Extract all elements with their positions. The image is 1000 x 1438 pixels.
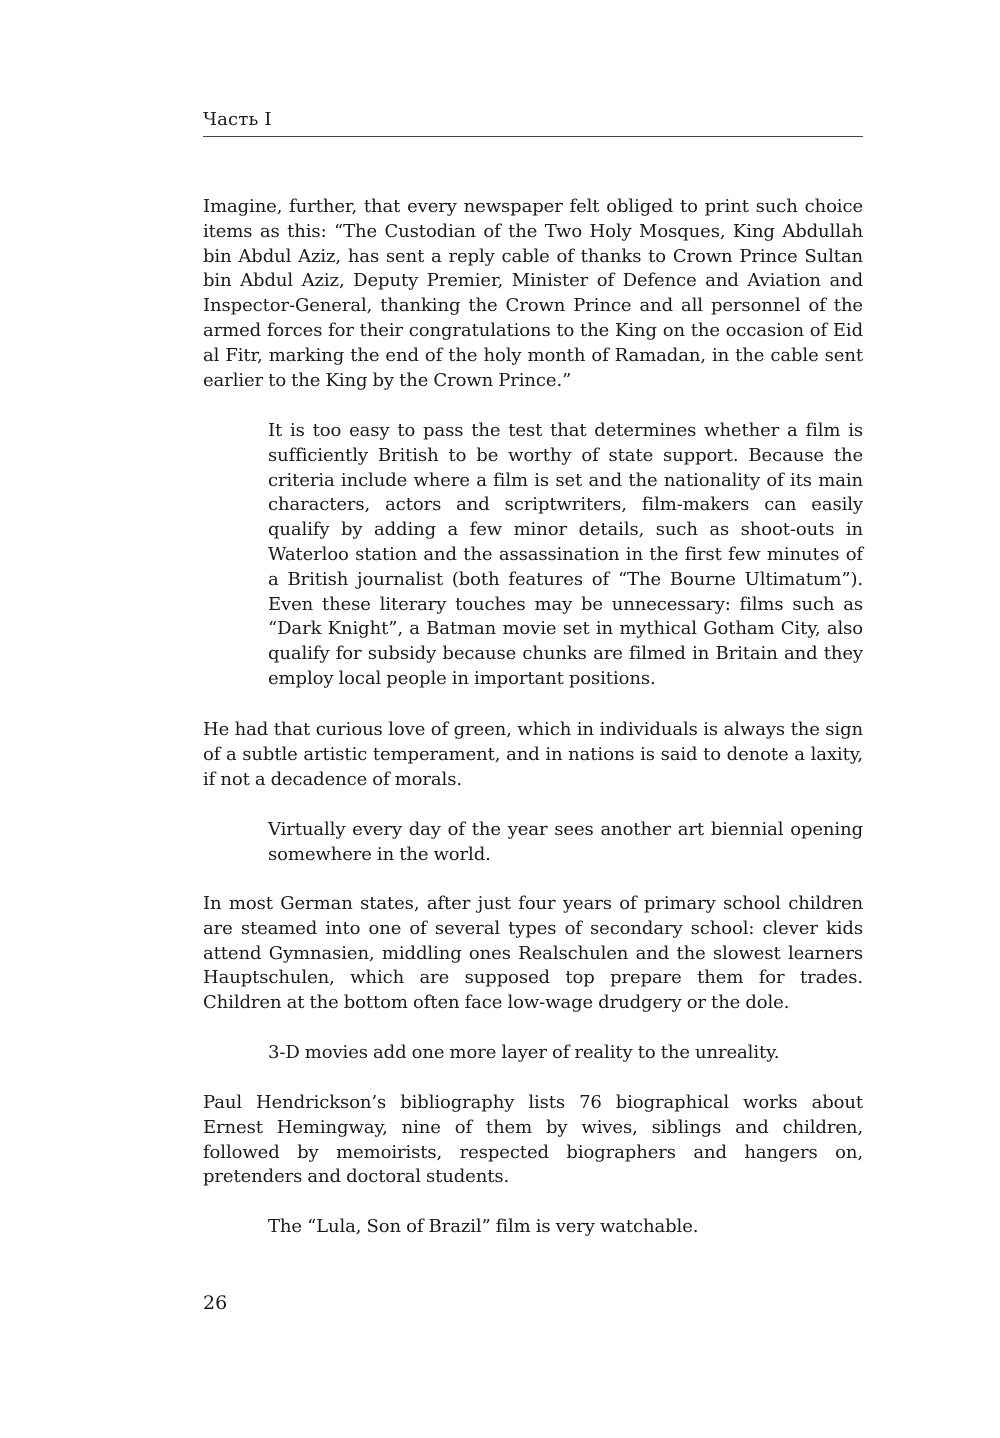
running-head: Часть I	[203, 109, 272, 130]
page-number: 26	[203, 1292, 228, 1314]
paragraph: In most German states, after just four years of primary school children are steamed into one of several types of secondary school: clever kids attend Gymnasien, middling ones Realschulen and the slowest learners Hauptschulen, which are supposed top prepare them for trades. Children at the bottom often face low-wage drudgery or the dole.	[203, 893, 863, 1014]
paragraph: Imagine, further, that every newspaper felt obliged to print such choice items as this: “The Custodian of the Two Holy Mosques, King Abdullah bin Abdul Aziz, has sent a reply cable of thanks to Crown Prince Sultan bin Abdul Aziz, Deputy Premier, Minister of Defence and Aviation and Inspector-General, thanking the Crown Prince and all personnel of the armed forces for their congratulations to the King on the occasion of Eid al Fitr, marking the end of the holy month of Ramadan, in the cable sent earlier to the King by the Crown Prince.”	[203, 196, 863, 391]
indented-paragraph: 3-D movies add one more layer of reality to the unreality.	[268, 1042, 780, 1063]
paragraph: He had that curious love of green, which in individuals is always the sign of a subtle artistic temperament, and in nations is said to denote a laxity, if not a decadence of morals.	[203, 719, 863, 790]
indented-paragraph: The “Lula, Son of Brazil” film is very watchable.	[268, 1216, 699, 1237]
paragraph: Paul Hendrickson’s bibliography lists 76 biographical works about Ernest Hemingway, nine of them by wives, siblings and children, followed by memoirists, respected biographers and hangers on, pretenders and doctoral students.	[203, 1092, 863, 1188]
indented-paragraph: It is too easy to pass the test that determines whether a film is sufficiently British to be worthy of state support. Because the criteria include where a film is set and the nationality of its main characters, actors and scriptwriters, film-makers can easily qualify by adding a few minor details, such as shoot-outs in Waterloo station and the assassination in the first few minutes of a British journalist (both features of “The Bourne Ultimatum”). Even these literary touches may be unnecessary: films such as “Dark Knight”, a Batman movie set in mythical Gotham City, also qualify for subsidy because chunks are filmed in Britain and they employ local people in important positions.	[268, 420, 863, 689]
header-rule	[203, 136, 863, 137]
indented-paragraph: Virtually every day of the year sees another art biennial opening somewhere in the world.	[268, 819, 863, 865]
